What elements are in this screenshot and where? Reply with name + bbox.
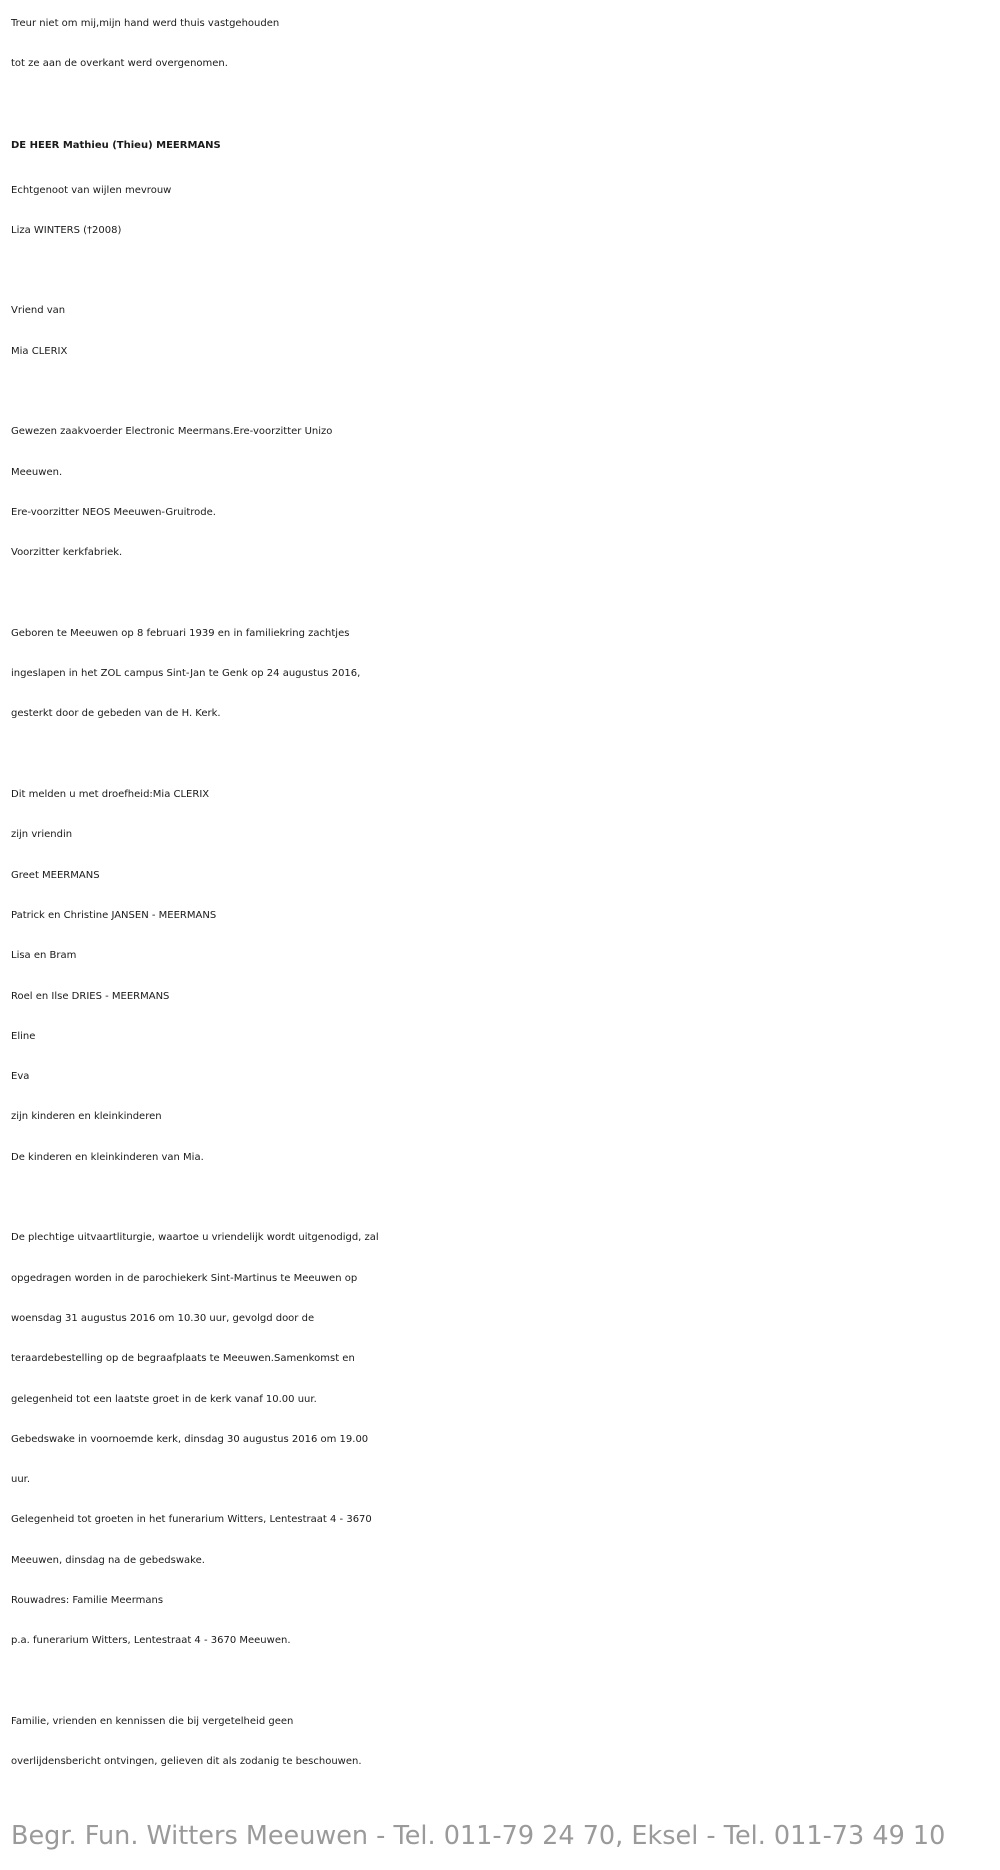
birth-death-block (11, 614, 1000, 735)
roles-line: Meeuwen. (11, 466, 63, 478)
ceremony-line: opgedragen worden in de parochiekerk Sint-Martinus te Meeuwen op (11, 1272, 358, 1284)
announcers-block (11, 775, 1000, 1178)
motto-line: Treur niet om mij,mijn hand werd thuis vastgehouden (11, 18, 280, 29)
funeral-home-footer: Begr. Fun. Witters Meeuwen - Tel. 011-79 24 70, Eksel - Tel. 011-73 49 10 (11, 1821, 946, 1851)
announcer-line: zijn vriendin (11, 829, 73, 841)
ceremony-line: Gebedswake in voornoemde kerk, dinsdag 30 augustus 2016 om 19.00 (11, 1433, 369, 1445)
roles-block (11, 412, 1000, 573)
ceremony-line: teraardebestelling op de begraafplaats te Meeuwen.Samenkomst en (11, 1353, 355, 1365)
deceased-name: DE HEER Mathieu (Thieu) MEERMANS (11, 139, 221, 151)
announcer-line: Eline (11, 1030, 36, 1042)
announcer-line: Dit melden u met droefheid:Mia CLERIX (11, 789, 210, 801)
ceremony-block (11, 1218, 1000, 1661)
roles-line: Gewezen zaakvoerder Electronic Meermans.Ere-voorzitter Unizo (11, 426, 333, 438)
roles-line: Voorzitter kerkfabriek. (11, 547, 123, 559)
announcer-line: Patrick en Christine JANSEN - MEERMANS (11, 909, 217, 921)
ceremony-line: Gelegenheid tot groeten in het funerarium Witters, Lentestraat 4 - 3670 (11, 1514, 372, 1526)
birth-death-line: gesterkt door de gebeden van de H. Kerk. (11, 708, 221, 720)
closing-block (11, 1702, 1000, 1783)
friend-line: Vriend van (11, 305, 66, 317)
ceremony-line: Meeuwen, dinsdag na de gebedswake. (11, 1554, 205, 1566)
motto-line: tot ze aan de overkant werd overgenomen. (11, 58, 228, 70)
friend-block (11, 291, 1000, 372)
ceremony-line: gelegenheid tot een laatste groet in de kerk vanaf 10.00 uur. (11, 1393, 317, 1405)
friend-line: Mia CLERIX (11, 345, 68, 357)
announcer-line: Lisa en Bram (11, 950, 77, 962)
birth-death-line: ingeslapen in het ZOL campus Sint-Jan te Genk op 24 augustus 2016, (11, 668, 361, 680)
ceremony-line: uur. (11, 1474, 31, 1486)
ceremony-line: woensdag 31 augustus 2016 om 10.30 uur, gevolgd door de (11, 1312, 315, 1324)
motto-block (11, 4, 1000, 85)
announcer-line: De kinderen en kleinkinderen van Mia. (11, 1151, 204, 1163)
spouse-line: Liza WINTERS (†2008) (11, 224, 122, 236)
spouse-line: Echtgenoot van wijlen mevrouw (11, 184, 172, 196)
spouse-block (11, 171, 1000, 252)
announcer-line: Eva (11, 1071, 30, 1083)
ceremony-line: Rouwadres: Familie Meermans (11, 1594, 164, 1606)
ceremony-line: p.a. funerarium Witters, Lentestraat 4 - 3670 Meeuwen. (11, 1635, 291, 1647)
closing-line: Familie, vrienden en kennissen die bij vergetelheid geen (11, 1715, 294, 1727)
roles-line: Ere-voorzitter NEOS Meeuwen-Gruitrode. (11, 506, 216, 518)
birth-death-line: Geboren te Meeuwen op 8 februari 1939 en in familiekring zachtjes (11, 627, 350, 639)
closing-line: overlijdensbericht ontvingen, gelieven dit als zodanig te beschouwen. (11, 1756, 362, 1768)
announcer-line: zijn kinderen en kleinkinderen (11, 1111, 162, 1123)
announcer-line: Roel en Ilse DRIES - MEERMANS (11, 990, 170, 1002)
ceremony-line: De plechtige uitvaartliturgie, waartoe u vriendelijk wordt uitgenodigd, zal (11, 1232, 379, 1244)
announcer-line: Greet MEERMANS (11, 869, 100, 881)
